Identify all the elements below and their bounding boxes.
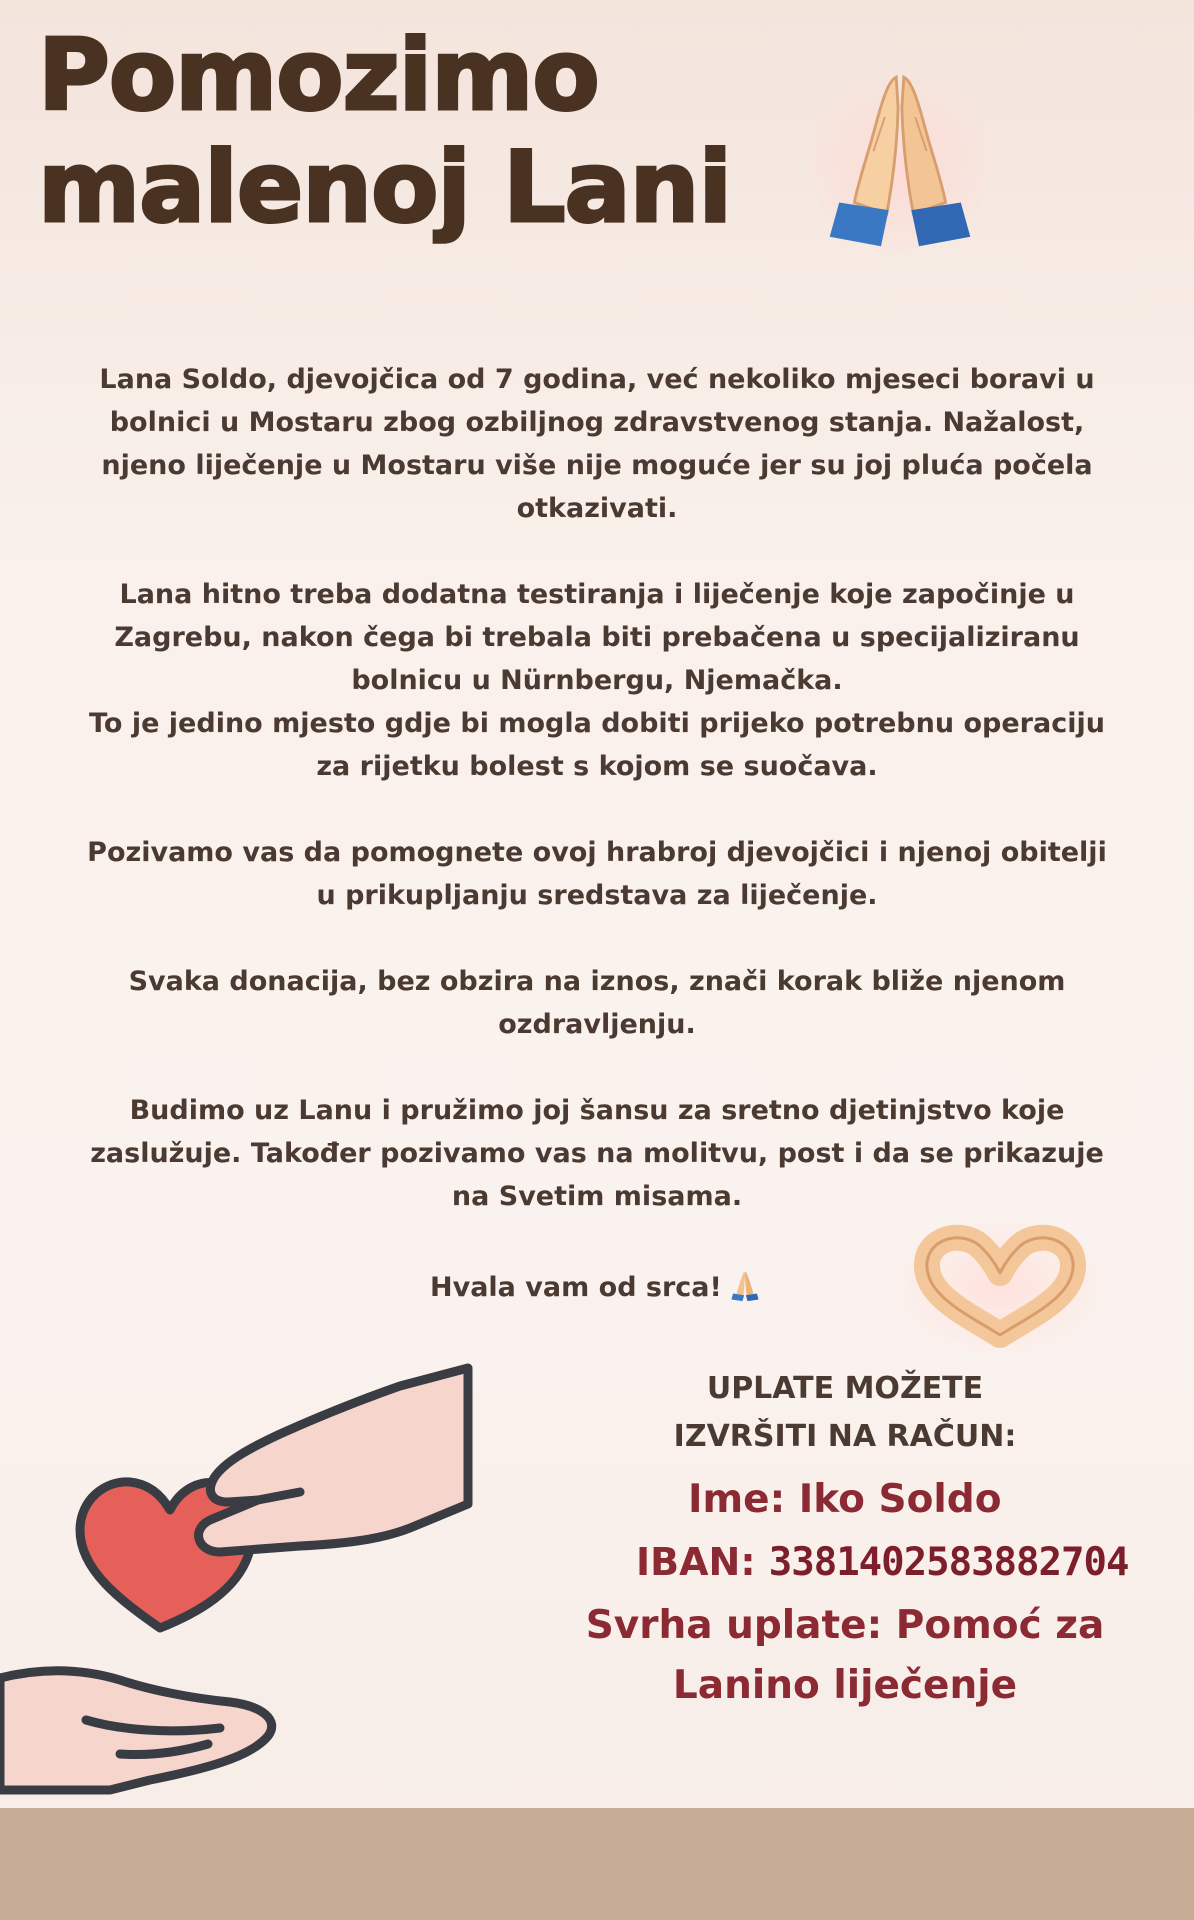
payment-header-line-2: IZVRŠITI NA RAČUN:: [673, 1419, 1017, 1454]
paragraph-donation: Svaka donacija, bez obzira na iznos, znači korak bliže njenom ozdravljenju.: [128, 966, 1066, 1040]
paragraph-treatment: Lana hitno treba dodatna testiranja i liječenje koje započinje u Zagrebu, nakon čega bi trebala biti prebačena u specijaliziranu bolnicu u Nürnbergu, Njemačka.: [114, 579, 1080, 696]
paragraph-invitation: Pozivamo vas da pomognete ovoj hrabroj djevojčici i njenoj obitelji u prikupljanju sredstava za liječenje.: [87, 837, 1107, 911]
payment-header: [640, 1365, 1050, 1461]
title-line-2: malenoj Lani: [38, 131, 732, 245]
paragraph-situation: Lana Soldo, djevojčica od 7 godina, već nekoliko mjeseci boravi u bolnici u Mostaru zbog ozbiljnog zdravstvenog stanja. Nažalost, njeno liječenje u Mostaru više nije moguće jer su joj pluća počela otkazivati.: [99, 364, 1095, 524]
paragraph-operation: To je jedino mjesto gdje bi mogla dobiti prijeko potrebnu operaciju za rijetku bolest s kojom se suočava.: [89, 708, 1105, 782]
heart-hands-icon: [895, 1215, 1105, 1355]
iban-number[interactable]: 3381402583882704: [768, 1540, 1129, 1585]
thanks-text: Hvala vam od srca!: [430, 1272, 722, 1303]
title-line-1: Pomozimo: [38, 19, 599, 133]
small-folded-hands-icon: [728, 1268, 762, 1302]
appeal-text: [80, 358, 1114, 1261]
thanks-line: [430, 1268, 762, 1308]
folded-hands-icon: [805, 60, 995, 250]
hands-giving-heart-illustration: [0, 1350, 520, 1820]
iban-label: IBAN:: [636, 1540, 756, 1584]
payment-header-line-1: UPLATE MOŽETE: [706, 1371, 984, 1406]
payee-name: Ime: Iko Soldo: [688, 1477, 1002, 1522]
payment-purpose: [580, 1596, 1110, 1716]
iban-line: [636, 1534, 1128, 1591]
footer-band: [0, 1808, 1194, 1920]
poster-title: [38, 20, 731, 244]
payment-purpose-line-1: Svrha uplate: Pomoć za: [585, 1603, 1105, 1648]
paragraph-prayer: Budimo uz Lanu i pružimo joj šansu za sretno djetinjstvo koje zaslužuje. Također pozivamo vas na molitvu, post i da se prikazuje na Svetim misama.: [90, 1095, 1104, 1212]
payment-purpose-line-2: Lanino liječenje: [672, 1663, 1018, 1708]
top-hand: [199, 1368, 468, 1552]
